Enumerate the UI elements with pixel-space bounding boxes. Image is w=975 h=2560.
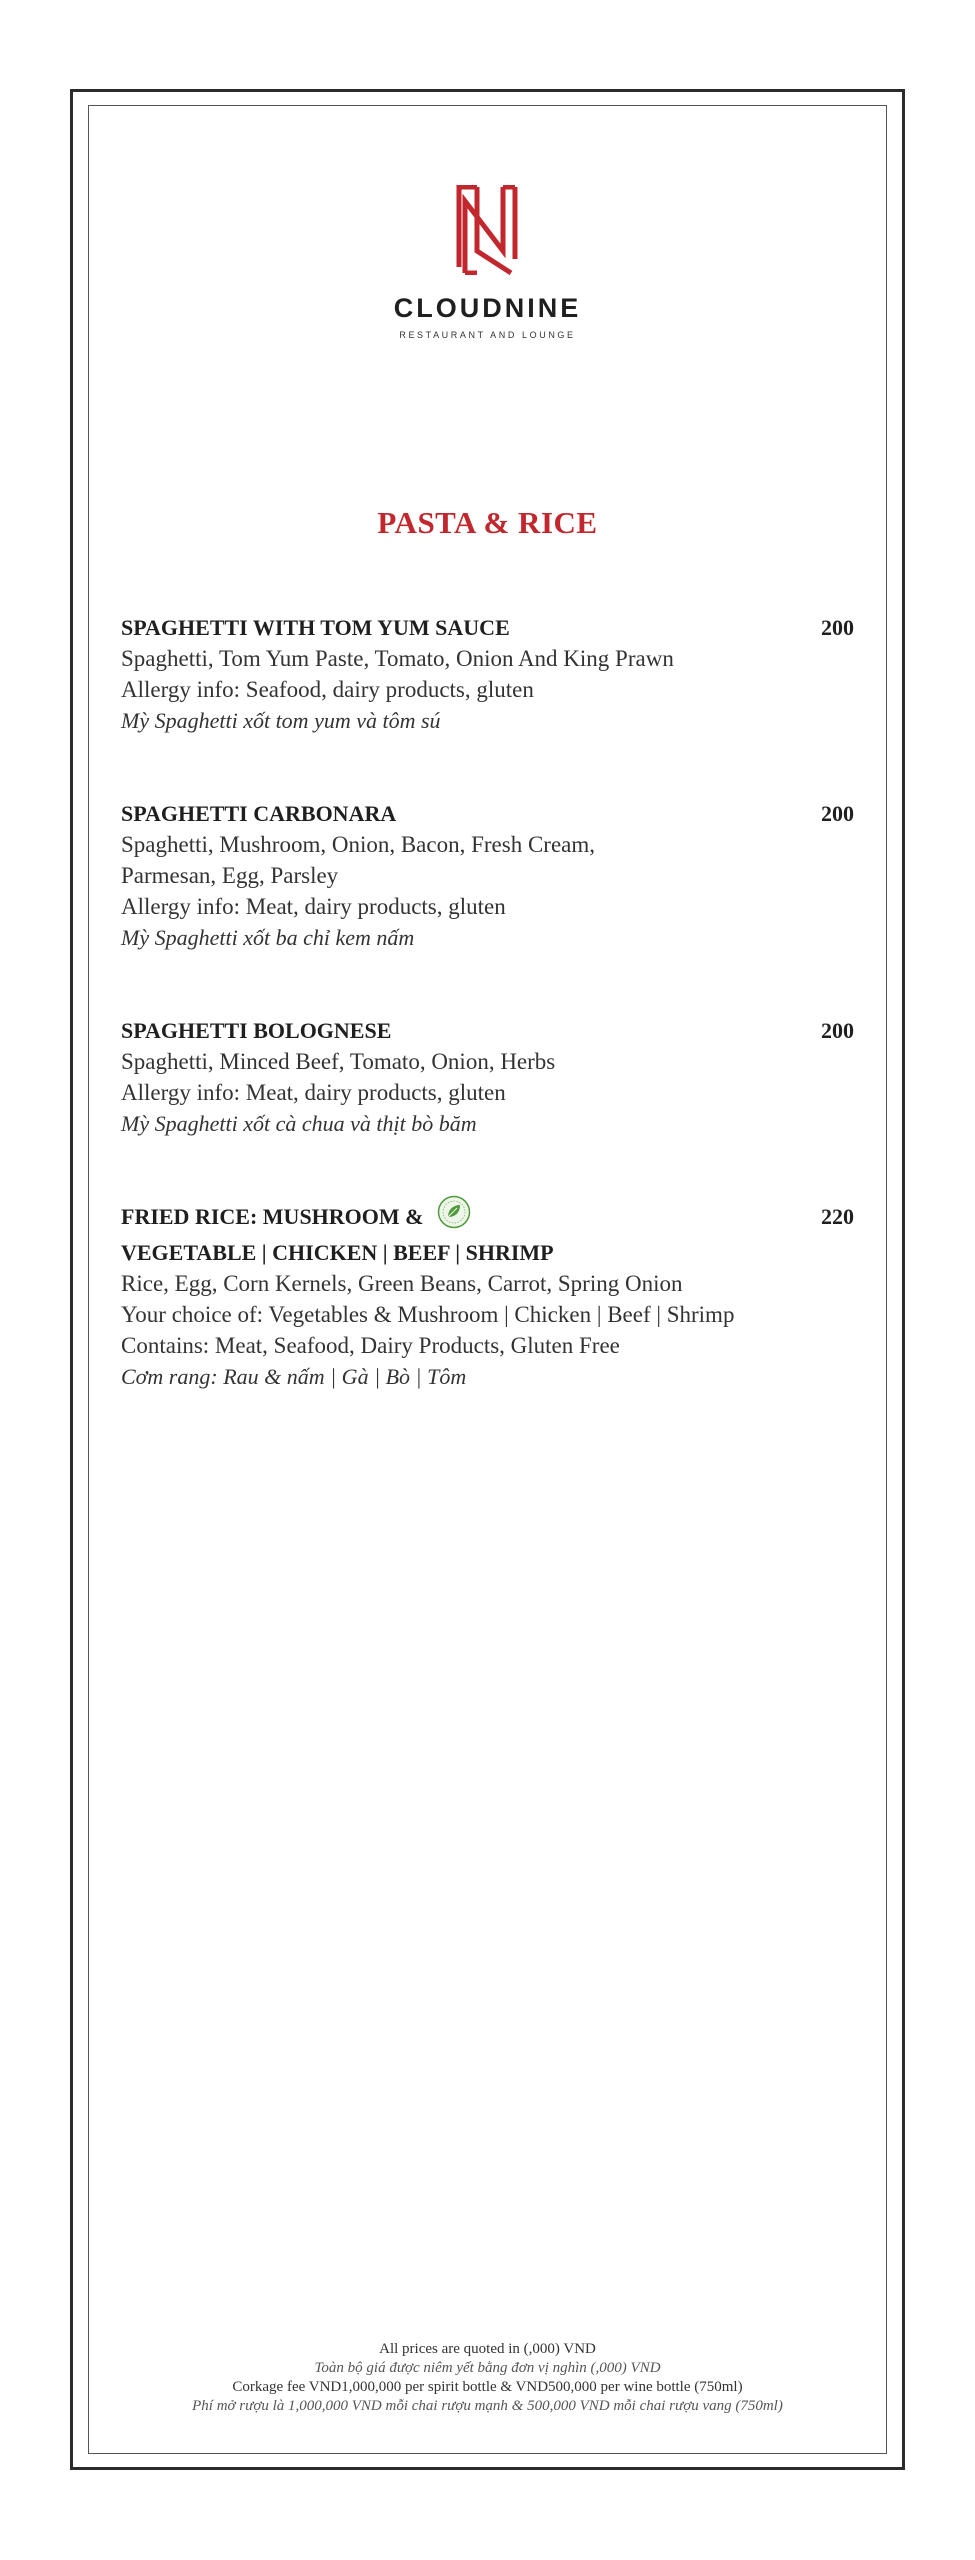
section-title: PASTA & RICE bbox=[377, 505, 598, 540]
menu-item-tom-yum bbox=[121, 612, 854, 736]
menu-item-bolognese bbox=[121, 1015, 854, 1139]
item-desc-line: Parmesan, Egg, Parsley bbox=[121, 863, 339, 888]
item-name-line1 bbox=[121, 1201, 854, 1237]
item-viet-name: Cơm rang: Rau & nấm | Gà | Bò | Tôm bbox=[121, 1364, 467, 1389]
item-name: SPAGHETTI CARBONARA bbox=[121, 801, 397, 826]
item-name-text: FRIED RICE: MUSHROOM & bbox=[121, 1204, 424, 1230]
menu-item-carbonara bbox=[121, 798, 854, 953]
item-price: 220 bbox=[821, 1204, 854, 1229]
item-choice-line: Your choice of: Vegetables & Mushroom | Chicken | Beef | Shrimp bbox=[121, 1302, 735, 1327]
item-desc-line: Spaghetti, Mushroom, Onion, Bacon, Fresh Cream, bbox=[121, 832, 596, 857]
item-desc-line: Rice, Egg, Corn Kernels, Green Beans, Carrot, Spring Onion bbox=[121, 1271, 683, 1296]
item-allergy: Allergy info: Meat, dairy products, gluten bbox=[121, 894, 506, 919]
footer-price-note-viet: Toàn bộ giá được niêm yết bằng đơn vị nghìn (,000) VND bbox=[314, 2360, 661, 2376]
item-name-line2: VEGETABLE | CHICKEN | BEEF | SHRIMP bbox=[121, 1240, 554, 1265]
brand-subtitle: RESTAURANT AND LOUNGE bbox=[399, 330, 576, 340]
footer-corkage-note: Corkage fee VND1,000,000 per spirit bottle & VND500,000 per wine bottle (750ml) bbox=[232, 2379, 743, 2395]
brand-name: CLOUDNINE bbox=[393, 293, 582, 323]
item-price: 200 bbox=[821, 801, 854, 826]
vegetarian-leaf-icon bbox=[437, 1195, 471, 1237]
item-price: 200 bbox=[821, 615, 854, 640]
item-allergy: Allergy info: Meat, dairy products, gluten bbox=[121, 1080, 506, 1105]
cloudnine-monogram-icon bbox=[453, 185, 523, 275]
item-name: SPAGHETTI WITH TOM YUM SAUCE bbox=[121, 615, 510, 640]
price-footer bbox=[0, 2340, 975, 2416]
item-allergy: Allergy info: Seafood, dairy products, gluten bbox=[121, 677, 534, 702]
item-desc-line: Spaghetti, Minced Beef, Tomato, Onion, Herbs bbox=[121, 1049, 556, 1074]
item-desc-line: Spaghetti, Tom Yum Paste, Tomato, Onion And King Prawn bbox=[121, 646, 674, 671]
item-name: SPAGHETTI BOLOGNESE bbox=[121, 1018, 392, 1043]
item-viet-name: Mỳ Spaghetti xốt cà chua và thịt bò băm bbox=[121, 1111, 477, 1136]
item-viet-name: Mỳ Spaghetti xốt tom yum và tôm sú bbox=[121, 708, 441, 733]
item-allergy: Contains: Meat, Seafood, Dairy Products, Gluten Free bbox=[121, 1333, 620, 1358]
item-viet-name: Mỳ Spaghetti xốt ba chỉ kem nấm bbox=[121, 925, 415, 950]
menu-item-fried-rice bbox=[121, 1201, 854, 1392]
item-price: 200 bbox=[821, 1018, 854, 1043]
brand-logo bbox=[0, 185, 975, 340]
footer-price-note: All prices are quoted in (,000) VND bbox=[379, 2341, 596, 2357]
footer-corkage-note-viet: Phí mở rượu là 1,000,000 VND mỗi chai rượu mạnh & 500,000 VND mỗi chai rượu vang (750ml) bbox=[192, 2398, 783, 2414]
